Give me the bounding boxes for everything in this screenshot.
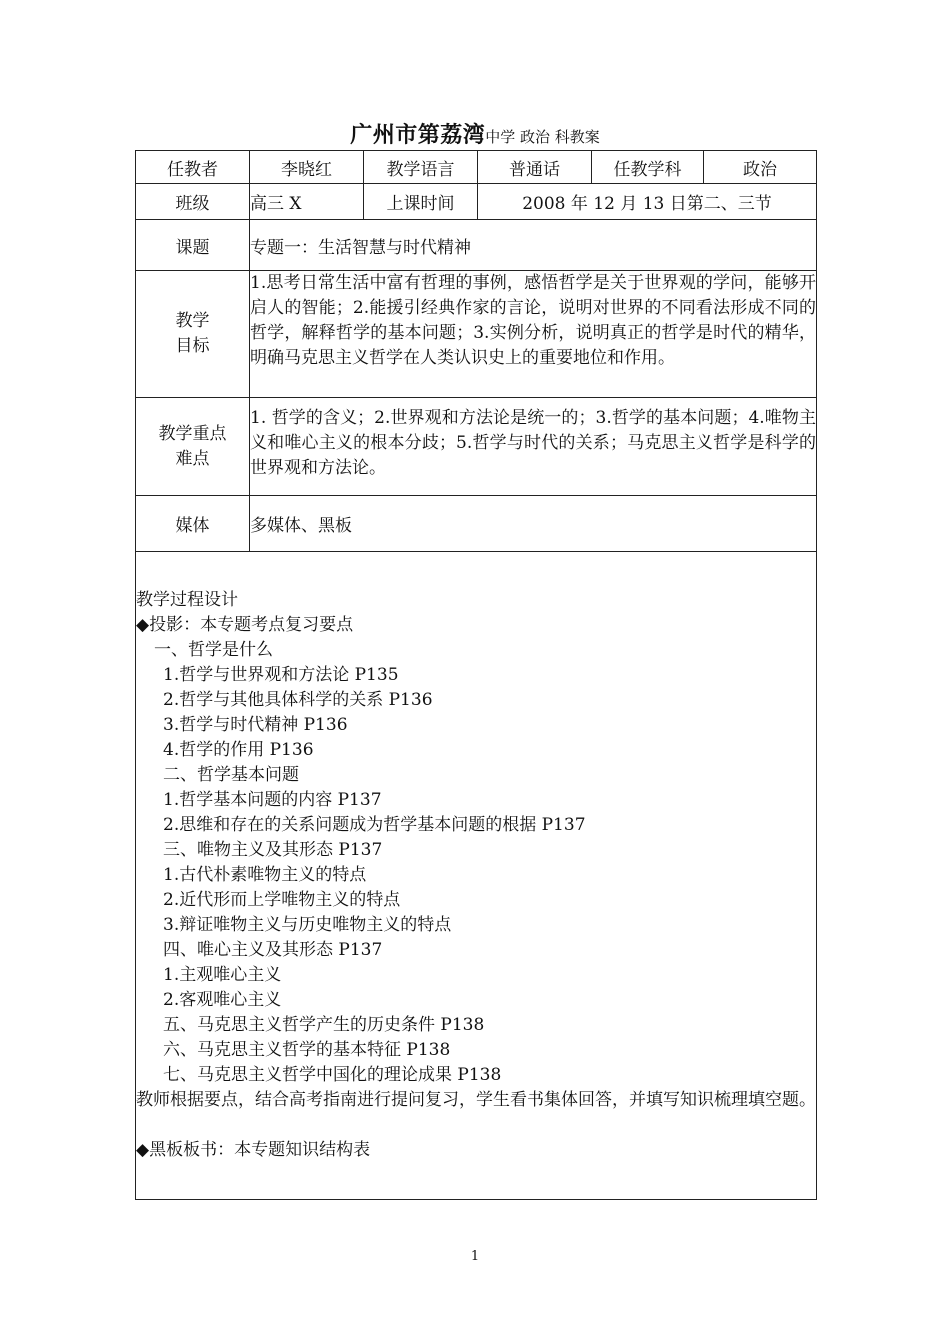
blackboard-line: ◆黑板板书：本专题知识结构表 xyxy=(136,1140,371,1160)
section-1-item-2: 2.哲学与其他具体科学的关系 P136 xyxy=(163,690,433,710)
teacher-value: 李晓红 xyxy=(250,151,364,184)
row-teacher xyxy=(136,151,817,184)
row-key-points xyxy=(136,398,817,496)
row-process xyxy=(136,552,817,1200)
time-value: 2008 年 12 月 13 日第二、三节 xyxy=(478,184,817,220)
section-1-item-4: 4.哲学的作用 P136 xyxy=(163,740,314,760)
section-2-item-1: 1.哲学基本问题的内容 P137 xyxy=(163,790,382,810)
subject-label: 任教学科 xyxy=(592,151,704,184)
section-4-item-2: 2.客观唯心主义 xyxy=(163,990,282,1010)
topic-label: 课题 xyxy=(136,220,250,271)
section-7: 七、马克思主义哲学中国化的理论成果 P138 xyxy=(163,1065,502,1085)
key-label-line2: 难点 xyxy=(175,448,210,469)
row-topic xyxy=(136,220,817,271)
time-label: 上课时间 xyxy=(364,184,478,220)
section-4-item-1: 1.主观唯心主义 xyxy=(163,965,282,985)
key-label xyxy=(136,398,250,496)
section-2: 二、哲学基本问题 xyxy=(163,765,299,785)
lesson-plan-table xyxy=(135,150,817,1200)
media-value: 多媒体、黑板 xyxy=(250,496,817,552)
section-2-item-2: 2.思维和存在的关系问题成为哲学基本问题的根据 P137 xyxy=(163,815,586,835)
goals-label xyxy=(136,271,250,398)
teacher-note: 教师根据要点，结合高考指南进行提问复习，学生看书集体回答，并填写知识梳理填空题。 xyxy=(136,1090,816,1110)
section-5: 五、马克思主义哲学产生的历史条件 P138 xyxy=(163,1015,485,1035)
blank-line xyxy=(136,1113,816,1138)
process-heading: 教学过程设计 xyxy=(136,590,238,610)
process-cell xyxy=(136,552,817,1200)
class-label: 班级 xyxy=(136,184,250,220)
title-suffix: 中学 政治 科教案 xyxy=(485,128,600,146)
section-3-item-1: 1.古代朴素唯物主义的特点 xyxy=(163,865,367,885)
topic-value: 专题一：生活智慧与时代精神 xyxy=(250,220,817,271)
title-school: 广州市第荔湾 xyxy=(350,123,486,148)
section-1: 一、哲学是什么 xyxy=(154,640,273,660)
row-class xyxy=(136,184,817,220)
section-3: 三、唯物主义及其形态 P137 xyxy=(163,840,383,860)
row-goals xyxy=(136,271,817,398)
class-value: 高三 X xyxy=(250,184,364,220)
section-4: 四、唯心主义及其形态 P137 xyxy=(163,940,383,960)
section-3-item-3: 3.辩证唯物主义与历史唯物主义的特点 xyxy=(163,915,452,935)
section-1-item-1: 1.哲学与世界观和方法论 P135 xyxy=(163,665,399,685)
document-title xyxy=(135,121,815,152)
section-1-item-3: 3.哲学与时代精神 P136 xyxy=(163,715,348,735)
page-number: 1 xyxy=(470,1249,480,1264)
goals-value: 1.思考日常生活中富有哲理的事例，感悟哲学是关于世界观的学问，能够开启人的智能；2.能援引经典作家的言论，说明对世界的不同看法形成不同的哲学，解释哲学的基本问题；3.实例分析，说明真正的哲学是时代的精华，明确马克思主义哲学在人类认识史上的重要地位和作用。 xyxy=(250,271,817,398)
language-value: 普通话 xyxy=(478,151,592,184)
language-label: 教学语言 xyxy=(364,151,478,184)
key-value: 1. 哲学的含义；2.世界观和方法论是统一的；3.哲学的基本问题；4.唯物主义和唯心主义的根本分歧；5.哲学与时代的关系；马克思主义哲学是科学的世界观和方法论。 xyxy=(250,398,817,496)
section-6: 六、马克思主义哲学的基本特征 P138 xyxy=(163,1040,451,1060)
goals-label-line2: 目标 xyxy=(175,336,210,356)
goals-label-line1: 教学 xyxy=(175,311,210,331)
subject-value: 政治 xyxy=(704,151,817,184)
section-3-item-2: 2.近代形而上学唯物主义的特点 xyxy=(163,890,401,910)
row-media xyxy=(136,496,817,552)
key-label-line1: 教学重点 xyxy=(158,423,227,444)
teacher-label: 任教者 xyxy=(136,151,250,184)
projection-line: ◆投影：本专题考点复习要点 xyxy=(136,615,354,635)
media-label: 媒体 xyxy=(136,496,250,552)
